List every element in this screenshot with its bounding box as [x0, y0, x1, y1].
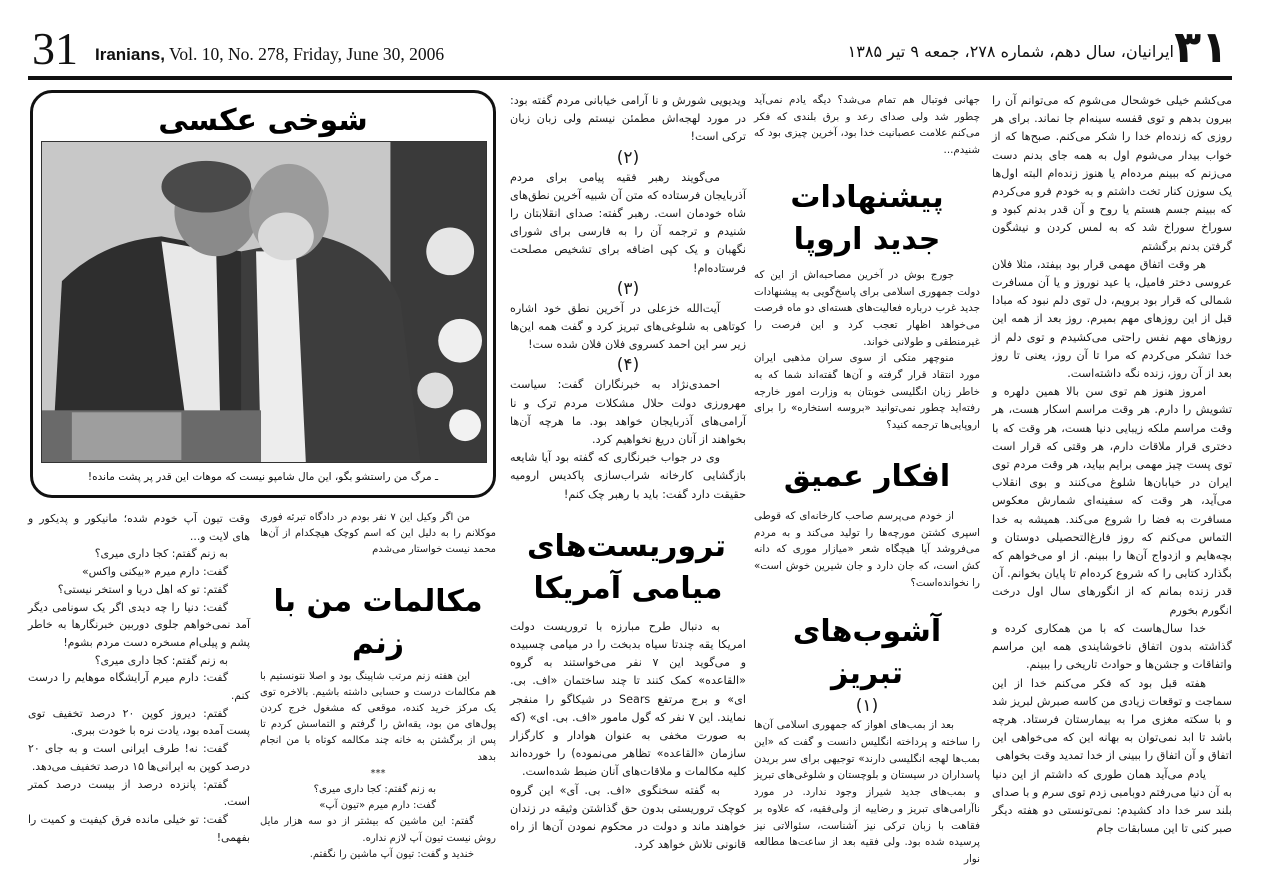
dialogue-line: گفت: دنیا را چه دیدی اگر یک سونامی دیگر آمد نمی‌خواهم جلوی دوربین خبرنگارها به خاطر پشم و پیلی‌ام مسخره دست مردم بشوم!	[28, 600, 250, 649]
column-4	[260, 510, 496, 863]
dialogue-line: گفت: نه! طرف ایرانی است و به جای ۲۰ درصد کوپن به ایرانی‌ها ۱۵ درصد تخفیف می‌دهد.	[28, 742, 250, 773]
header-rule	[28, 76, 1232, 80]
paragraph: می‌کشم خیلی خوشحال می‌شوم که می‌توانم آن را بیرون بدهم و توی قفسه سینه‌ام جا نماند. برای هر روزی که زنده‌ام خدا را شکر می‌کنم. صبح‌ها که از خواب بیدار می‌شوم اول به همه جای بدنم دست می‌زنم که ببینم مرده‌ام یا هنوز زنده‌ام البته اول‌ها یک سوزن کنار تخت داشتم و به خودم فرو می‌کردم که ببینم جسم هستم یا روح و آن قدر بدنم کبود و سوراخ سوراخ شد که به لمس کردن و نیشگون گرفتن بدنم برگشتم	[992, 94, 1232, 253]
dialogue-line: گفتم: این ماشین که بیشتر از دو سه هزار مایل روش نیست تیون آپ لازم نداره.	[260, 816, 496, 844]
headline-deep-thoughts: افکار عمیق	[783, 458, 951, 494]
dialogue-line: خندید و گفت: تیون آپ ماشین را نگفتم.	[309, 848, 474, 860]
dialogue-line: وقت تیون آپ خودم شده؛ مانیکور و پدیکور و های لایت و...	[28, 512, 250, 543]
paragraph: هر وقت اتفاق مهمی قرار بود بیفتد، مثلا فلان عروسی دختر فامیل، یا عید نوروز و یا آن مسافرت شمالی که قرار بود برویم، دل توی دلم نبود که مبادا قبل از این روزهای مهم بمیرم. روز بعد از همه این روزهای مهم نفس راحتی می‌کشیدم و توی دلم از خدا تشکر می‌کردم که مرا تا آن روز، یعنی تا روز بعد از آن روز، زنده نگه داشته‌است.	[992, 257, 1232, 381]
section-number: (۱)	[855, 696, 879, 717]
column-1	[992, 92, 1232, 838]
headline-european-proposals: پیشنهادات جدید اروپا	[790, 179, 944, 257]
masthead-fa: ایرانیان، سال دهم، شماره ۲۷۸، جمعه ۹ تیر ۱۳۸۵	[847, 42, 1174, 61]
photo-feature-title: شوخی عکسی	[158, 103, 368, 138]
paragraph: ویدیویی شورش و نا آرامی خیابانی مردم گفته بود: در مورد لهجه‌اش مطمئن نیستم ولی زبان زبان ترکی است!	[510, 94, 746, 144]
paragraph: امروز هنوز هم توی سن بالا همین دلهره و تشویش را دارم. هر وقت مراسم اسکار هست، هر وقت مراسم ملکه زیبایی دنیا هست، هر وقت که با دختری قرار ملاقات دارم، هر وقتی که قرار است توی پست چیز مهمی برایم بیاید، هر وقت مردم توی ایران در خیابان‌ها شلوغ می‌کنند و بوی انقلاب می‌آید، هر وقت که سفینه‌ای شمارش معکوس مسافرت به فضا را شروع می‌کند. همیشه به خدا التماس می‌کنم که روز فارغ‌التحصیلی دوستان و بچه‌هایم و ازدواج آن‌ها را ببینم. از او می‌خواهم که بگذارد کتابی را که شروع کرده‌ام تا پایان بخوانم. آن قدر زنده بمانم که از انگورهای سال اول درخت انگورم بخورم	[992, 385, 1232, 617]
paragraph: احمدی‌نژاد به خبرنگاران گفت: سیاست مهرورزی دولت حلال مشکلات مردم ترک و نا آرامی‌های آذربایجان خواهد بود. ما هرچه آن‌ها بخواهند از آنان دریغ نخواهیم کرد.	[510, 378, 746, 447]
issue-info-en: Vol. 10, No. 278, Friday, June 30, 2006	[164, 44, 445, 64]
separator: ***	[370, 767, 386, 779]
paragraph: به دنبال طرح مبارزه با تروریست دولت امریکا یقه چندتا سیاه بدبخت را در میامی چسبیده و می‌گوید این ۷ نفر می‌خواستند به گروه «القاعده» کمک کنند تا چند ساختمان «اف. بی. ای» و برج مرتفع Sears در شیکاگو را منفجر نمایند. این ۷ نفر که گول مامور «اف. بی. ای» (که به صورت مخفی به عنوان هوادار و کارگزار سازمان «القاعده» تظاهر می‌نموده) را خورده‌اند کلیه مکالمات و ملاقات‌های آنان ضبط شده‌است.	[510, 619, 747, 779]
dialogue-line: به زنم گفتم: کجا داری میری؟	[94, 653, 228, 667]
paragraph: خدا سال‌هاست که با من همکاری کرده و گذاشته بدون اتفاق ناخوشایندی همه این مراسم واتفاقات و جشن‌ها و حوادث تاریخی را ببینم.	[992, 621, 1232, 672]
paragraph: هفته قبل بود که فکر می‌کنم خدا از این سماجت و توقعات زیادی من کاسه صبرش لبریز شد و با سکته مغزی مرا به بیمارستان فرستاد. هرچه باشد تا ابد نمی‌توان به بهانه این که می‌خواهی این اتفاق و آن اتفاق را ببینی از خدا تمدید وقت بخواهی	[992, 676, 1232, 763]
paragraph: از خودم می‌پرسم صاحب کارخانه‌ای که قوطی اسپری کشتن مورچه‌ها را تولید می‌کند و به مردم می‌فروشد آیا هیچگاه شعر «میازار موری که دانه کش است، که جان دارد و جان شیرین خوش است» را نخوانده‌است؟	[754, 509, 980, 589]
paragraph: به گفته سخنگوی «اف. بی. آی» این گروه کوچک تروریستی بدون حق گذاشتن وثیقه در زندان خواهند ماند و دولت در محکوم نمودن آن‌ها از راه قانونی تلاش خواهد کرد.	[510, 783, 746, 852]
paragraph: من اگر وکیل این ۷ نفر بودم در دادگاه تبرئه فوری موکلانم را به دلیل این که اسم کوچک هیچکدام از آن‌ها محمد نیست خواستار می‌شدم	[260, 512, 496, 556]
paragraph: یادم می‌آید همان طوری که داشتم از این دنیا به آن دنیا می‌رفتم دوبامبی زدم توی سرم و با صدای بلند سر خدا داد کشیدم: نمی‌تونستی دو هفته دیگر صبر کنی تا این مسابقات جام	[992, 767, 1232, 836]
publication-name: Iranians,	[95, 45, 165, 64]
paragraph: بعد از بمب‌های اهواز که جمهوری اسلامی آن‌ها را ساخته و پرداخته انگلیس دانست و گفت که «این بمب‌ها لهجه انگلیسی دارند» توجیهی برای سر بریدن پاسداران در سیستان و بلوچستان و شلوغی‌های تبریز و بمب‌های جدید شیراز وجود ندارد. در مورد ناآرامی‌های تبریز و رضاییه از ولی‌فقیه، که علاوه بر فقاهت با زبان ترکی نیز آشناست، سئوالاتی نیز پرسیده شده بود. ولی فقیه بعد از ساعت‌ها مطالعه نوار	[754, 719, 980, 865]
dialogue-line: به زنم گفتم: کجا داری میری؟	[94, 547, 228, 561]
headline-conversations-with-wife: مکالمات من با زنم	[273, 583, 483, 661]
headline-tabriz-riots: آشوب‌های تبریز	[792, 614, 942, 692]
page-number-fa: ۳۱	[1174, 22, 1228, 73]
paragraph: منوچهر متکی از سوی سران مذهبی ایران مورد انتقاد قرار گرفته و آن‌ها گفته‌اند شما که به خاطر زبان انگلیسی خوبتان به وزارت امور خارجه رفته‌اید چطور نمی‌توانید «بروسه استخاره» را برای اروپایی‌ها ترجمه کنید؟	[754, 352, 980, 432]
paragraph: می‌گویند رهبر فقیه پیامی برای مردم آذربایجان فرستاده که متن آن شبیه آخرین نطق‌های شاه خودمان است. رهبر گفته: صدای انقلابتان را شنیدم و ترجمه آن را به فارسی برای شورای نگهبان و یک کپی اضافه برای تشخیص مصلحت فرستاده‌ام!	[510, 170, 746, 275]
masthead-en	[95, 43, 444, 66]
column-2	[754, 92, 980, 868]
dialogue-line: گفتم: تو که اهل دریا و استخر نیستی؟	[57, 582, 228, 596]
photo-caption: ـ مرگ من راستشو بگو، این مال شامپو نیست که موهات این قدر پر پشت مانده!	[87, 471, 439, 483]
headline-miami-terrorists: تروریست‌های میامی آمریکا	[527, 528, 726, 606]
section-number: (۳)	[616, 278, 640, 299]
paragraph: آیت‌الله خزعلی در آخرین نطق خود اشاره کوتاهی به شلوغی‌های تبریز کرد و گفت همه این‌ها زیر سر این احمد کسروی فلان فلان شده ست!	[510, 301, 746, 352]
column-5	[28, 510, 250, 846]
dialogue-line: گفتم: پانزده درصد از بیست درصد کمتر است.	[28, 777, 250, 809]
dialogue-line: به زنم گفتم: کجا داری میری؟	[313, 784, 436, 796]
dialogue-line: گفت: دارم میرم «تیون آپ»	[319, 800, 436, 812]
paragraph: جهانی فوتبال هم تمام می‌شد؟ دیگه یادم نمی‌آید چطور شد ولی صدای رعد و برق بلندی که فکر می‌کنم علامت عصبانیت خدا بود، آخرین چیزی بود که شنیدم...	[754, 94, 980, 157]
paragraph: وی در جواب خبرنگاری که گفته بود آیا شایعه بازگشایی کارخانه شراب‌سازی پاکدیس ارومیه حقیقت دارد گفت: باید با رهبر چک کنم!	[510, 451, 746, 501]
dialogue-line: گفت: دارم میرم «بیکنی واکس»	[81, 565, 228, 579]
photo	[41, 141, 487, 463]
dialogue-line: گفتم: دیروز کوپن ۲۰ درصد تخفیف توی پست آمده بود، یادت نره با خودت ببری.	[28, 706, 250, 738]
page-number-en: 31	[32, 23, 78, 74]
section-number: (۴)	[616, 355, 640, 376]
page-header	[0, 0, 1262, 80]
photo-image	[42, 142, 486, 462]
section-number: (۲)	[616, 147, 640, 168]
paragraph: این هفته زنم مرتب شاپینگ بود و اصلا نتونستیم با هم مکالمات درست و حسابی داشته باشیم. بالاخره توی یک مرکز خرید کنده، موقعی که مشغول خرج کردن پول‌های من بود، یقه‌اش را گرفتم و التماسش کردم تا پس از برگشتن به خانه چند مکالمه کوتاه با من انجام بدهد	[260, 670, 496, 763]
dialogue-line: گفت: دارم میرم آرایشگاه موهایم را درست کنم.	[28, 671, 250, 703]
photo-feature-box	[30, 90, 496, 498]
paragraph: جورج بوش در آخرین مصاحبه‌اش از این که دولت جمهوری اسلامی برای پاسخ‌گویی به پیشنهادات جدید غرب درباره فعالیت‌های هسته‌ای دو ماه فرصت می‌خواهد اظهار تعجب کرد و این فرصت را غیرمنطقی و طولانی خواند.	[754, 268, 980, 348]
column-3	[510, 92, 746, 855]
dialogue-line: گفت: تو خیلی مانده فرق کیفیت و کمیت را بفهمی!	[28, 812, 250, 844]
